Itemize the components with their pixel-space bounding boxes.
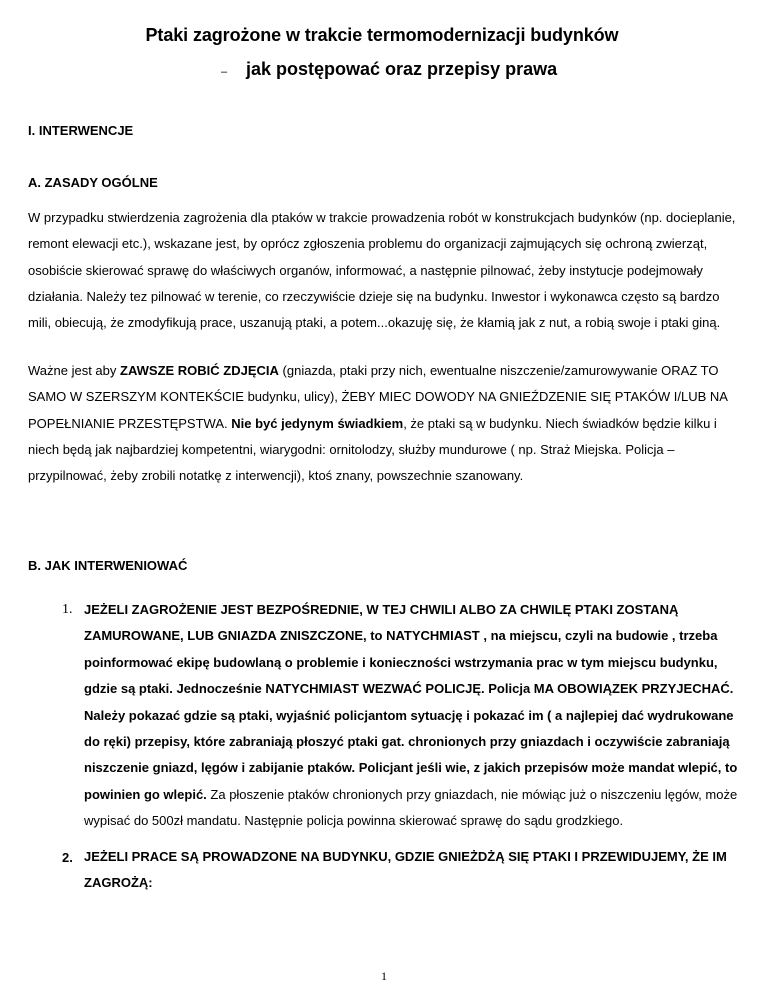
- list-item-1-bold-text: JEŻELI ZAGROŻENIE JEST BEZPOŚREDNIE, W TEJ CHWILI ALBO ZA CHWILĘ PTAKI ZOSTANĄ ZAMUROWANE, LUB GNIAZDA ZNISZCZONE, to NATYCHMIAST , na miejscu, czyli na budowie , trzeba poinformować ekipę budowlaną o problemie i konieczności wstrzymania prac w tym miejscu budynku, gdzie są ptaki. Jednocześnie NATYCHMIAST WEZWAĆ POLICJĘ. Policja MA OBOWIĄZEK PRZYJECHAĆ. Należy pokazać gdzie są ptaki, wyjaśnić policjantom sytuację i pokazać im ( a najlepiej dać wydrukowane do ręki) przepisy, które zabraniają płoszyć ptaki gat. chronionych przy gniazdach i oczywiście zabraniają niszczenie gniazd, lęgów i zabijanie ptaków. Policjant jeśli wie, z jakich przepisów może mandat wlepić, to powinien go wlepić.: [84, 602, 738, 802]
- list-item-2: JEŻELI PRACE SĄ PROWADZONE NA BUDYNKU, GDZIE GNIEŻDŻĄ SIĘ PTAKI I PRZEWIDUJEMY, ŻE IM ZAGROŻĄ:: [84, 849, 727, 891]
- list-item-2-number: 2.: [62, 850, 73, 865]
- section-heading-zasady-ogolne: A. ZASADY OGÓLNE: [28, 175, 158, 190]
- section-heading-jak-interweniowac: B. JAK INTERWENIOWAĆ: [28, 558, 188, 573]
- document-title: Ptaki zagrożone w trakcie termomodernizacji budynków: [145, 25, 619, 45]
- page-number: 1: [381, 969, 387, 983]
- paragraph-general-rules: W przypadku stwierdzenia zagrożenia dla ptaków w trakcie prowadzenia robót w konstrukcjach budynków (np. docieplanie, remont elewacji etc.), wskazane jest, by oprócz zgłoszenia problemu do organizacji zajmujących się ochroną zwierząt, osobiście skierować sprawę do właściwych organów, informować, a następnie pilnować, żeby instytucje podejmowały działania. Należy tez pilnować w terenie, co rzeczywiście dzieje się na budynku. Inwestor i wykonawca często są bardzo mili, obiecują, że zmodyfikują prace, uszanują ptaki, a potem...okazuję się, że kłamią jak z nut, a robią swoje i ptaki giną.: [28, 210, 736, 331]
- paragraph-photos-text-1: Ważne jest aby: [28, 363, 121, 378]
- paragraph-photos-bold-2: Nie być jedynym świadkiem: [231, 415, 404, 431]
- paragraph-photos-bold-1: ZAWSZE ROBIĆ ZDJĘCIA: [120, 363, 279, 378]
- section-heading-interwencje: I. INTERWENCJE: [28, 123, 134, 138]
- document-subtitle: jak postępować oraz przepisy prawa: [246, 59, 558, 79]
- paragraph-photos: [28, 358, 740, 489]
- list-item-1-text: Za płoszenie ptaków chronionych przy gniazdach, nie mówiąc już o niszczeniu lęgów, może wypisać do 500zł mandatu. Następnie policja powinna skierować sprawę do sądu grodzkiego.: [84, 786, 738, 829]
- list-item-1-number: 1.: [62, 602, 73, 617]
- paragraph-photos-text-2: (gniazda, ptaki przy nich, ewentualne niszczenie/zamurowywanie ORAZ TO SAMO W SZERSZYM KONTEKŚCIE budynku, ulicy), ŻEBY MIEC DOWODY NA GNIEŹDZENIE SIĘ PTAKÓW I/LUB NA POPEŁNIANIE PRZESTĘPSTWA.: [28, 363, 728, 431]
- title-dash: –: [221, 66, 228, 78]
- paragraph-photos-text-3: , że ptaki są w budynku. Niech świadków będzie kilku i niech będą jak najbardziej kompetentni, wiarygodni: ornitolodzy, służby mundurowe ( np. Straż Miejska. Policja – przypilnować, żeby zrobili notatkę z interwencji), ktoś znany, powszechnie szanowany.: [28, 415, 717, 484]
- list-item-1: [84, 597, 744, 835]
